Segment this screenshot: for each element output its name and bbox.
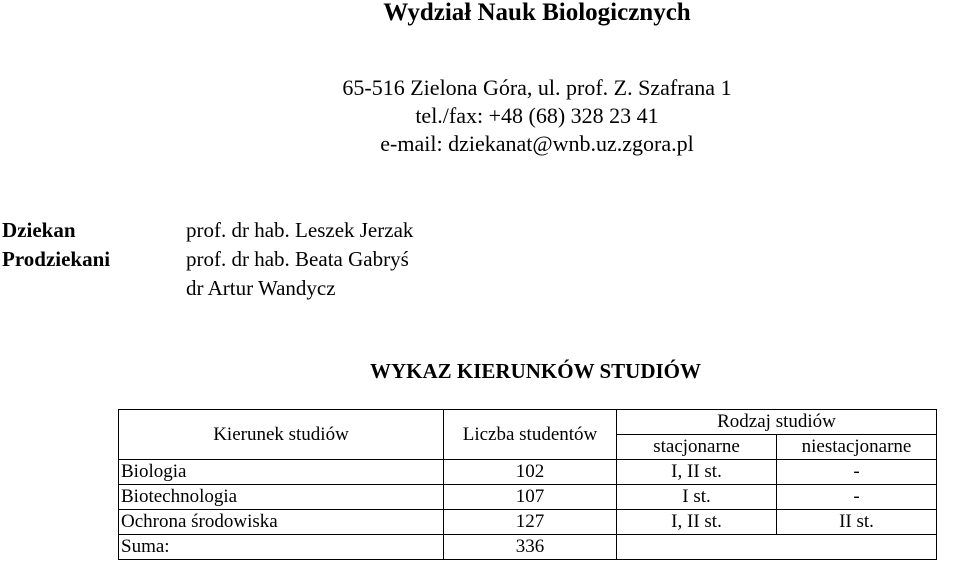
table-row [119, 510, 937, 535]
studies-heading: WYKAZ KIERUNKÓW STUDIÓW [370, 359, 701, 383]
fulltime-cell: I, II st. [617, 460, 777, 485]
table-row [119, 485, 937, 510]
col-students: Liczba studentów [444, 410, 617, 460]
col-fulltime: stacjonarne [617, 435, 777, 460]
dean-name: prof. dr hab. Leszek Jerzak [186, 218, 414, 242]
fulltime-cell: I st. [617, 485, 777, 510]
parttime-cell: - [777, 460, 937, 485]
faculty-title: Wydział Nauk Biologicznych [383, 0, 691, 26]
email: e-mail: dziekanat@wnb.uz.zgora.pl [380, 131, 694, 156]
parttime-cell: II st. [777, 510, 937, 535]
total-empty-cell [617, 535, 937, 560]
vice-deans-label: Prodziekani [2, 247, 111, 271]
total-label: Suma: [119, 535, 444, 560]
field-cell: Ochrona środowiska [119, 510, 444, 535]
col-field: Kierunek studiów [119, 410, 444, 460]
field-cell: Biologia [119, 460, 444, 485]
studies-table [118, 409, 937, 560]
total-value: 336 [444, 535, 617, 560]
vice-dean-name: prof. dr hab. Beata Gabryś [186, 247, 409, 271]
contact-block [317, 74, 757, 158]
col-type: Rodzaj studiów [617, 410, 937, 435]
students-cell: 102 [444, 460, 617, 485]
field-cell: Biotechnologia [119, 485, 444, 510]
students-cell: 107 [444, 485, 617, 510]
table-header-row [119, 410, 937, 435]
phone: tel./fax: +48 (68) 328 23 41 [415, 103, 659, 128]
col-parttime: niestacjonarne [777, 435, 937, 460]
parttime-cell: - [777, 485, 937, 510]
vice-dean-name: dr Artur Wandycz [186, 276, 336, 300]
fulltime-cell: I, II st. [617, 510, 777, 535]
table-row [119, 460, 937, 485]
students-cell: 127 [444, 510, 617, 535]
total-row [119, 535, 937, 560]
address: 65-516 Zielona Góra, ul. prof. Z. Szafrana 1 [342, 75, 732, 100]
dean-label: Dziekan [2, 218, 76, 242]
